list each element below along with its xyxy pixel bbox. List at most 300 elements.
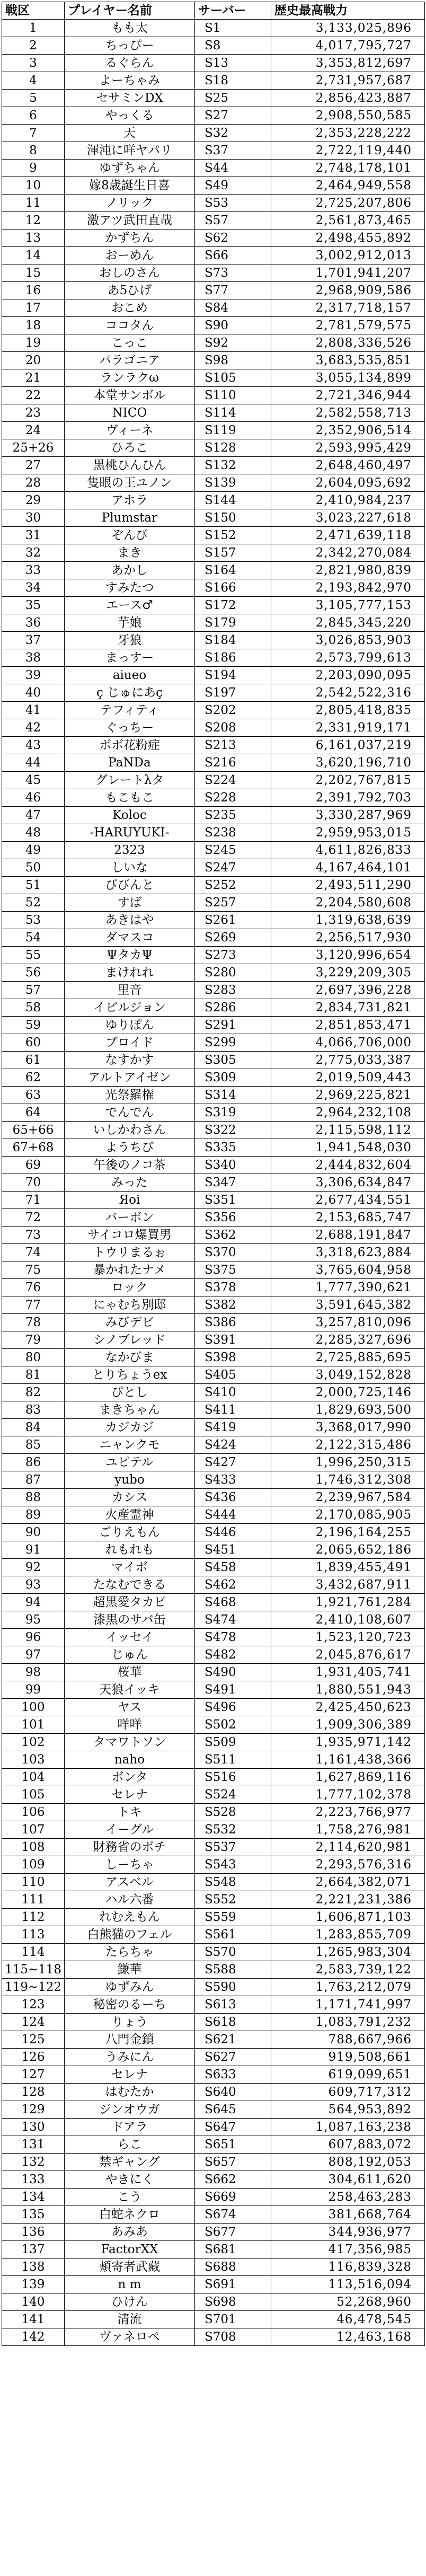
player-name-cell: 本堂サンボル: [65, 387, 195, 404]
table-row: [2, 264, 425, 282]
player-name-cell: ちっぴー: [65, 37, 195, 55]
server-cell: S657: [195, 2154, 271, 2171]
rank-cell: 99: [2, 1681, 65, 1699]
rank-cell: 35: [2, 597, 65, 614]
table-header-row: [2, 2, 425, 20]
rank-cell: 127: [2, 2066, 65, 2084]
server-cell: S172: [195, 597, 271, 614]
max-power-cell: 2,964,232,108: [271, 1104, 425, 1122]
player-name-cell: ブロイド: [65, 1034, 195, 1052]
table-row: [2, 1401, 425, 1419]
table-row: [2, 684, 425, 702]
server-cell: S27: [195, 107, 271, 125]
rank-cell: 11: [2, 195, 65, 212]
player-name-cell: しいな: [65, 859, 195, 877]
rank-cell: 31: [2, 527, 65, 544]
player-name-cell: アルトアイゼン: [65, 1069, 195, 1087]
rank-cell: 38: [2, 649, 65, 667]
max-power-cell: 3,353,812,697: [271, 55, 425, 72]
max-power-cell: 2,583,739,122: [271, 1961, 425, 1979]
max-power-cell: 2,593,995,429: [271, 439, 425, 457]
table-row: [2, 754, 425, 772]
table-row: [2, 2241, 425, 2259]
rank-cell: 57: [2, 982, 65, 999]
player-name-cell: ひけん: [65, 2293, 195, 2311]
rank-cell: 3: [2, 55, 65, 72]
rank-cell: 139: [2, 2276, 65, 2293]
server-cell: S509: [195, 1734, 271, 1751]
max-power-cell: 2,019,509,443: [271, 1069, 425, 1087]
max-power-cell: 1,523,120,723: [271, 1629, 425, 1646]
max-power-cell: 3,120,996,654: [271, 947, 425, 964]
table-row: [2, 1174, 425, 1192]
table-row: [2, 1209, 425, 1227]
server-cell: S398: [195, 1349, 271, 1366]
player-name-cell: びびんと: [65, 877, 195, 894]
table-row: [2, 1891, 425, 1909]
rank-cell: 112: [2, 1909, 65, 1926]
max-power-cell: 2,573,799,613: [271, 649, 425, 667]
table-row: [2, 142, 425, 160]
table-row: [2, 334, 425, 352]
table-row: [2, 1192, 425, 1209]
max-power-cell: 609,717,312: [271, 2084, 425, 2101]
player-name-cell: なかびま: [65, 1349, 195, 1366]
rank-cell: 73: [2, 1227, 65, 1244]
server-cell: S319: [195, 1104, 271, 1122]
server-cell: S698: [195, 2293, 271, 2311]
rank-cell: 6: [2, 107, 65, 125]
player-name-cell: ヴィーネ: [65, 422, 195, 439]
table-row: [2, 1664, 425, 1681]
rank-cell: 97: [2, 1646, 65, 1664]
player-name-cell: 火産霊神: [65, 1506, 195, 1524]
player-name-cell: るぐらん: [65, 55, 195, 72]
player-name-cell: 里音: [65, 982, 195, 999]
table-row: [2, 1419, 425, 1436]
table-row: [2, 230, 425, 247]
rank-cell: 18: [2, 317, 65, 334]
table-row: [2, 2084, 425, 2101]
max-power-cell: 2,115,598,112: [271, 1122, 425, 1139]
table-row: [2, 2031, 425, 2049]
ranking-table-body: [2, 20, 425, 2346]
max-power-cell: 1,909,306,389: [271, 1716, 425, 1734]
server-cell: S139: [195, 474, 271, 492]
server-cell: S433: [195, 1471, 271, 1489]
rank-cell: 113: [2, 1926, 65, 1944]
player-name-cell: ロック: [65, 1279, 195, 1296]
ranking-table-container: [2, 2, 424, 2346]
table-row: [2, 1926, 425, 1944]
player-name-cell: ジンオウガ: [65, 2101, 195, 2119]
rank-cell: 106: [2, 1804, 65, 1821]
max-power-cell: 2,808,336,526: [271, 334, 425, 352]
rank-cell: 80: [2, 1349, 65, 1366]
table-row: [2, 439, 425, 457]
table-row: [2, 125, 425, 142]
rank-cell: 1: [2, 20, 65, 37]
rank-cell: 52: [2, 894, 65, 912]
player-name-cell: ぐっちー: [65, 719, 195, 737]
table-row: [2, 1559, 425, 1576]
rank-cell: 119~122: [2, 1979, 65, 1996]
server-cell: S386: [195, 1314, 271, 1331]
max-power-cell: 2,471,639,118: [271, 527, 425, 544]
server-cell: S37: [195, 142, 271, 160]
max-power-cell: 2,493,511,290: [271, 877, 425, 894]
table-row: [2, 1541, 425, 1559]
table-row: [2, 2206, 425, 2224]
max-power-cell: 1,777,102,378: [271, 1786, 425, 1804]
player-name-cell: ドアラ: [65, 2119, 195, 2136]
max-power-cell: 46,478,545: [271, 2311, 425, 2328]
max-power-cell: 2,959,953,015: [271, 824, 425, 842]
table-row: [2, 1034, 425, 1052]
server-cell: S128: [195, 439, 271, 457]
rank-cell: 142: [2, 2328, 65, 2346]
max-power-cell: 2,725,885,695: [271, 1349, 425, 1366]
table-row: [2, 1594, 425, 1611]
server-cell: S532: [195, 1821, 271, 1839]
table-row: [2, 404, 425, 422]
max-power-cell: 2,170,085,905: [271, 1506, 425, 1524]
server-cell: S347: [195, 1174, 271, 1192]
table-row: [2, 1017, 425, 1034]
rank-cell: 87: [2, 1471, 65, 1489]
player-name-cell: イッセイ: [65, 1629, 195, 1646]
player-name-cell: なすかす: [65, 1052, 195, 1069]
rank-cell: 42: [2, 719, 65, 737]
table-row: [2, 894, 425, 912]
max-power-cell: 2,221,231,386: [271, 1891, 425, 1909]
rank-cell: 90: [2, 1524, 65, 1541]
player-name-cell: ヴァネロペ: [65, 2328, 195, 2346]
player-name-cell: 桜華: [65, 1664, 195, 1681]
server-cell: S645: [195, 2101, 271, 2119]
server-cell: S186: [195, 649, 271, 667]
rank-cell: 45: [2, 772, 65, 789]
server-cell: S588: [195, 1961, 271, 1979]
server-cell: S669: [195, 2189, 271, 2206]
player-name-cell: セレナ: [65, 1786, 195, 1804]
server-cell: S25: [195, 90, 271, 107]
rank-cell: 70: [2, 1174, 65, 1192]
server-cell: S613: [195, 1996, 271, 2014]
player-name-cell: マイボ: [65, 1559, 195, 1576]
player-name-cell: 嫁8歳誕生日喜: [65, 177, 195, 195]
max-power-cell: 3,306,634,847: [271, 1174, 425, 1192]
server-cell: S502: [195, 1716, 271, 1734]
server-cell: S640: [195, 2084, 271, 2101]
player-name-cell: 鎌華: [65, 1961, 195, 1979]
max-power-cell: 1,777,390,621: [271, 1279, 425, 1296]
player-name-cell: あきはや: [65, 912, 195, 929]
max-power-cell: 4,167,464,101: [271, 859, 425, 877]
rank-cell: 24: [2, 422, 65, 439]
rank-cell: 86: [2, 1454, 65, 1471]
server-cell: S286: [195, 999, 271, 1017]
server-cell: S681: [195, 2241, 271, 2259]
player-name-cell: あみあ: [65, 2224, 195, 2241]
rank-cell: 5: [2, 90, 65, 107]
max-power-cell: 4,017,795,727: [271, 37, 425, 55]
rank-cell: 4: [2, 72, 65, 90]
server-cell: S548: [195, 1874, 271, 1891]
max-power-cell: 3,023,227,618: [271, 509, 425, 527]
player-name-cell: ぴとし: [65, 1384, 195, 1401]
max-power-cell: 2,065,652,186: [271, 1541, 425, 1559]
max-power-cell: 2,821,980,839: [271, 562, 425, 579]
player-name-cell: うみにん: [65, 2049, 195, 2066]
max-power-cell: 2,202,767,815: [271, 772, 425, 789]
player-name-cell: かずちん: [65, 230, 195, 247]
rank-cell: 131: [2, 2136, 65, 2154]
player-name-cell: Яoi: [65, 1192, 195, 1209]
server-cell: S13: [195, 55, 271, 72]
table-row: [2, 1227, 425, 1244]
table-row: [2, 719, 425, 737]
max-power-cell: 2,153,685,747: [271, 1209, 425, 1227]
max-power-cell: 3,620,196,710: [271, 754, 425, 772]
player-name-cell: トウリまるぉ: [65, 1244, 195, 1261]
max-power-cell: 52,268,960: [271, 2293, 425, 2311]
rank-column-header: 戦区: [2, 2, 65, 20]
server-cell: S228: [195, 789, 271, 807]
player-name-cell: でんでん: [65, 1104, 195, 1122]
server-cell: S273: [195, 947, 271, 964]
max-power-cell: 417,356,985: [271, 2241, 425, 2259]
player-name-cell: いしかわさん: [65, 1122, 195, 1139]
server-cell: S375: [195, 1261, 271, 1279]
max-power-cell: 1,083,791,232: [271, 2014, 425, 2031]
max-power-cell: 2,352,906,514: [271, 422, 425, 439]
max-power-cell: 2,342,270,084: [271, 544, 425, 562]
max-power-cell: 2,677,434,551: [271, 1192, 425, 1209]
rank-cell: 72: [2, 1209, 65, 1227]
table-row: [2, 702, 425, 719]
max-power-cell: 1,171,741,997: [271, 1996, 425, 2014]
server-cell: S335: [195, 1139, 271, 1157]
player-name-cell: カシス: [65, 1489, 195, 1506]
rank-cell: 85: [2, 1436, 65, 1454]
server-cell: S119: [195, 422, 271, 439]
max-power-cell: 2,193,842,970: [271, 579, 425, 597]
server-cell: S90: [195, 317, 271, 334]
server-cell: S362: [195, 1227, 271, 1244]
max-power-cell: 2,285,327,696: [271, 1331, 425, 1349]
player-name-cell: やきにく: [65, 2171, 195, 2189]
player-name-cell: おーめん: [65, 247, 195, 264]
max-power-cell: 3,330,287,969: [271, 807, 425, 824]
table-row: [2, 562, 425, 579]
rank-cell: 129: [2, 2101, 65, 2119]
rank-cell: 53: [2, 912, 65, 929]
rank-cell: 77: [2, 1296, 65, 1314]
max-power-cell: 607,883,072: [271, 2136, 425, 2154]
server-cell: S528: [195, 1804, 271, 1821]
max-power-cell: 3,002,912,013: [271, 247, 425, 264]
player-name-cell: 咩咩: [65, 1716, 195, 1734]
server-cell: S451: [195, 1541, 271, 1559]
max-power-cell: 344,936,977: [271, 2224, 425, 2241]
server-cell: S84: [195, 299, 271, 317]
max-power-cell: 2,721,346,944: [271, 387, 425, 404]
player-name-cell: あ5ひげ: [65, 282, 195, 299]
table-row: [2, 2171, 425, 2189]
server-cell: S235: [195, 807, 271, 824]
player-column-header: プレイヤー名前: [65, 2, 195, 20]
table-row: [2, 20, 425, 37]
rank-cell: 137: [2, 2241, 65, 2259]
player-name-cell: 禁ギャング: [65, 2154, 195, 2171]
table-row: [2, 1961, 425, 1979]
player-name-cell: たらちゃ: [65, 1944, 195, 1961]
max-power-cell: 2,561,873,465: [271, 212, 425, 230]
player-name-cell: 超黒愛タカピ: [65, 1594, 195, 1611]
server-cell: S618: [195, 2014, 271, 2031]
player-name-cell: yubo: [65, 1471, 195, 1489]
server-cell: S164: [195, 562, 271, 579]
table-row: [2, 1734, 425, 1751]
max-power-cell: 3,591,645,382: [271, 1296, 425, 1314]
max-power-cell: 564,953,892: [271, 2101, 425, 2119]
max-power-cell: 1,265,983,304: [271, 1944, 425, 1961]
max-power-cell: 2,114,620,981: [271, 1839, 425, 1856]
player-name-cell: ノリック: [65, 195, 195, 212]
ranking-table: [2, 2, 425, 2346]
max-power-cell: 4,611,826,833: [271, 842, 425, 859]
player-name-cell: ボンタ: [65, 1769, 195, 1786]
max-power-cell: 2,317,718,157: [271, 299, 425, 317]
server-cell: S561: [195, 1926, 271, 1944]
max-power-cell: 3,368,017,990: [271, 1419, 425, 1436]
server-cell: S194: [195, 667, 271, 684]
table-row: [2, 807, 425, 824]
table-row: [2, 352, 425, 369]
rank-cell: 111: [2, 1891, 65, 1909]
server-cell: S132: [195, 457, 271, 474]
player-name-cell: aiueo: [65, 667, 195, 684]
rank-cell: 64: [2, 1104, 65, 1122]
server-cell: S543: [195, 1856, 271, 1874]
table-row: [2, 1104, 425, 1122]
rank-cell: 23: [2, 404, 65, 422]
max-power-cell: 2,851,853,471: [271, 1017, 425, 1034]
rank-cell: 107: [2, 1821, 65, 1839]
rank-cell: 51: [2, 877, 65, 894]
max-power-cell: 304,611,620: [271, 2171, 425, 2189]
max-power-cell: 2,582,558,713: [271, 404, 425, 422]
max-power-cell: 2,664,382,071: [271, 1874, 425, 1891]
table-row: [2, 1436, 425, 1454]
max-power-cell: 2,781,579,575: [271, 317, 425, 334]
server-cell: S662: [195, 2171, 271, 2189]
player-name-cell: NICO: [65, 404, 195, 422]
server-cell: S462: [195, 1576, 271, 1594]
max-power-cell: 3,765,604,958: [271, 1261, 425, 1279]
server-cell: S18: [195, 72, 271, 90]
table-row: [2, 1856, 425, 1874]
max-power-cell: 1,746,312,308: [271, 1471, 425, 1489]
max-power-cell: 1,627,869,116: [271, 1769, 425, 1786]
player-name-cell: ダマスコ: [65, 929, 195, 947]
server-cell: S305: [195, 1052, 271, 1069]
rank-cell: 9: [2, 160, 65, 177]
player-name-cell: パラゴニア: [65, 352, 195, 369]
server-cell: S77: [195, 282, 271, 299]
player-name-cell: 白熊猫のフェル: [65, 1926, 195, 1944]
player-name-cell: もこもこ: [65, 789, 195, 807]
player-name-cell: おこめ: [65, 299, 195, 317]
server-cell: S322: [195, 1122, 271, 1139]
table-row: [2, 72, 425, 90]
max-power-cell: 808,192,053: [271, 2154, 425, 2171]
max-power-cell: 1,161,438,366: [271, 1751, 425, 1769]
server-cell: S105: [195, 369, 271, 387]
rank-cell: 132: [2, 2154, 65, 2171]
server-cell: S98: [195, 352, 271, 369]
server-cell: S633: [195, 2066, 271, 2084]
table-row: [2, 195, 425, 212]
server-cell: S280: [195, 964, 271, 982]
table-row: [2, 2101, 425, 2119]
rank-cell: 41: [2, 702, 65, 719]
player-name-cell: 牙狼: [65, 632, 195, 649]
player-name-cell: まけれれ: [65, 964, 195, 982]
player-name-cell: ようちび: [65, 1139, 195, 1157]
player-name-cell: 2323: [65, 842, 195, 859]
player-name-cell: こう: [65, 2189, 195, 2206]
server-cell: S166: [195, 579, 271, 597]
rank-cell: 130: [2, 2119, 65, 2136]
max-power-cell: 2,845,345,220: [271, 614, 425, 632]
table-row: [2, 492, 425, 509]
table-row: [2, 55, 425, 72]
player-name-cell: にゃむち別邸: [65, 1296, 195, 1314]
table-row: [2, 667, 425, 684]
max-power-cell: 116,839,328: [271, 2259, 425, 2276]
table-row: [2, 160, 425, 177]
player-name-cell: ヤス: [65, 1699, 195, 1716]
table-row: [2, 912, 425, 929]
max-power-cell: 3,432,687,911: [271, 1576, 425, 1594]
server-cell: S144: [195, 492, 271, 509]
table-row: [2, 422, 425, 439]
table-row: [2, 474, 425, 492]
rank-cell: 115~118: [2, 1961, 65, 1979]
max-power-cell: 2,604,095,692: [271, 474, 425, 492]
table-row: [2, 1996, 425, 2014]
server-column-header: サーバー: [195, 2, 271, 20]
player-name-cell: セサミンDX: [65, 90, 195, 107]
max-power-cell: 6,161,037,219: [271, 737, 425, 754]
player-name-cell: まき: [65, 544, 195, 562]
table-row: [2, 614, 425, 632]
rank-cell: 123: [2, 1996, 65, 2014]
player-name-cell: 八門金鎖: [65, 2031, 195, 2049]
max-power-cell: 2,542,522,316: [271, 684, 425, 702]
max-power-cell: 1,319,638,639: [271, 912, 425, 929]
max-power-cell: 3,026,853,903: [271, 632, 425, 649]
rank-cell: 16: [2, 282, 65, 299]
table-row: [2, 247, 425, 264]
server-cell: S179: [195, 614, 271, 632]
table-row: [2, 1646, 425, 1664]
player-name-cell: あかし: [65, 562, 195, 579]
rank-cell: 83: [2, 1401, 65, 1419]
max-power-cell: 4,066,706,000: [271, 1034, 425, 1052]
